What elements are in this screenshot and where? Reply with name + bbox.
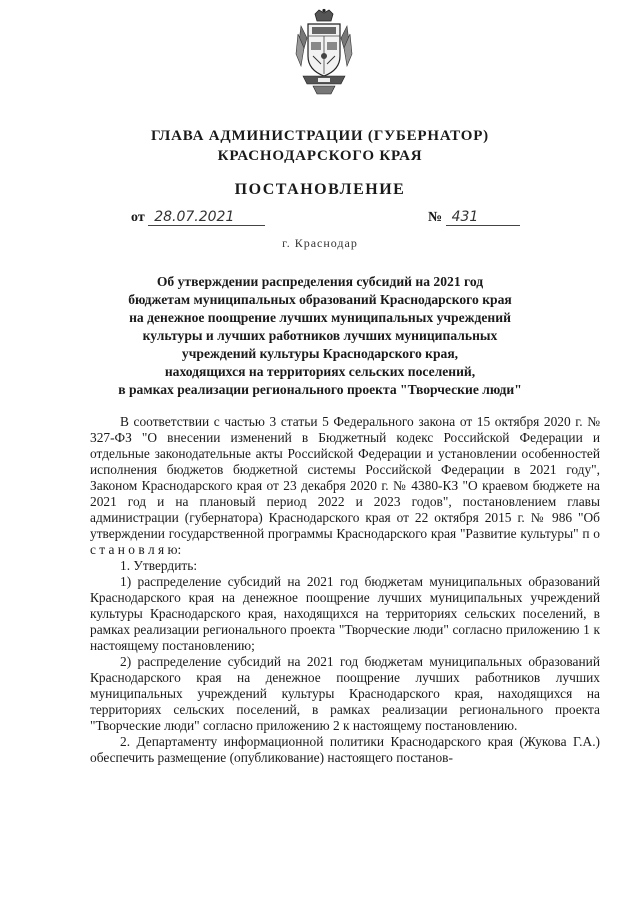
number-value: 431 (446, 210, 520, 226)
number-prefix: № (428, 210, 443, 225)
title-line: культуры и лучших работников лучших муниципальных (142, 328, 498, 343)
title-line: учреждений культуры Краснодарского края, (181, 346, 459, 361)
authority-title: ГЛАВА АДМИНИСТРАЦИИ (ГУБЕРНАТОР) (151, 128, 489, 144)
date-line (131, 210, 265, 226)
clause-1: 1. Утвердить: (120, 558, 198, 573)
title-line: Об утверждении распределения субсидий на 2021 год (156, 274, 484, 289)
authority-region: КРАСНОДАРСКОГО КРАЯ (217, 148, 423, 164)
date-prefix: от (131, 210, 145, 225)
clause-1-2: 2) распределение субсидий на 2021 год бюджетам муниципальных образований Краснодарского края на денежное поощрение лучших работников лучших муниципальных учреждений культуры Краснодарского края, находящихся на территориях сельских поселений, в рамках реализации регионального проекта "Творческие люди" согласно приложению 2 к настоящему постановлению. (90, 654, 600, 733)
title-line: находящихся на территориях сельских поселений, (164, 364, 476, 379)
preamble-paragraph: В соответствии с частью 3 статьи 5 Федерального закона от 15 октября 2020 г. № 327-ФЗ "О внесении изменений в Бюджетный кодекс Российской Федерации и отдельные законодательные акты Российской Федерации и установлении особенностей исполнения бюджетов бюджетной системы Российской Федерации в 2021 году", Законом Краснодарского края от 23 декабря 2020 г. № 4380-КЗ "О краевом бюджете на 2021 год и на плановый период 2022 и 2023 годов", постановлением главы администрации (губернатора) Краснодарского края от 22 октября 2015 г. № 986 "Об утверждении государственной программы Краснодарского края "Развитие культуры" п о с т а н о в л я ю: (90, 414, 600, 557)
title-line: бюджетам муниципальных образований Краснодарского края (128, 292, 512, 307)
document-type: ПОСТАНОВЛЕНИЕ (234, 181, 406, 198)
date-value: 28.07.2021 (148, 210, 265, 226)
document-title (90, 273, 550, 399)
title-line: на денежное поощрение лучших муниципальных учреждений (129, 310, 511, 325)
clause-2: 2. Департаменту информационной политики Краснодарского края (Жукова Г.А.) обеспечить размещение (опубликование) настоящего постанов- (90, 734, 600, 765)
krasnodar-coat-of-arms-icon (295, 8, 353, 98)
clause-1-1: 1) распределение субсидий на 2021 год бюджетам муниципальных образований Краснодарского края на денежное поощрение лучших муниципальных учреждений культуры Краснодарского края, находящихся на территориях сельских поселений, в рамках реализации регионального проекта "Творческие люди" согласно приложению 1 к настоящему постановлению; (90, 574, 600, 653)
title-line: в рамках реализации регионального проекта "Творческие люди" (118, 382, 522, 397)
number-line (428, 210, 520, 226)
document-body (90, 414, 600, 766)
city: г. Краснодар (282, 236, 358, 250)
